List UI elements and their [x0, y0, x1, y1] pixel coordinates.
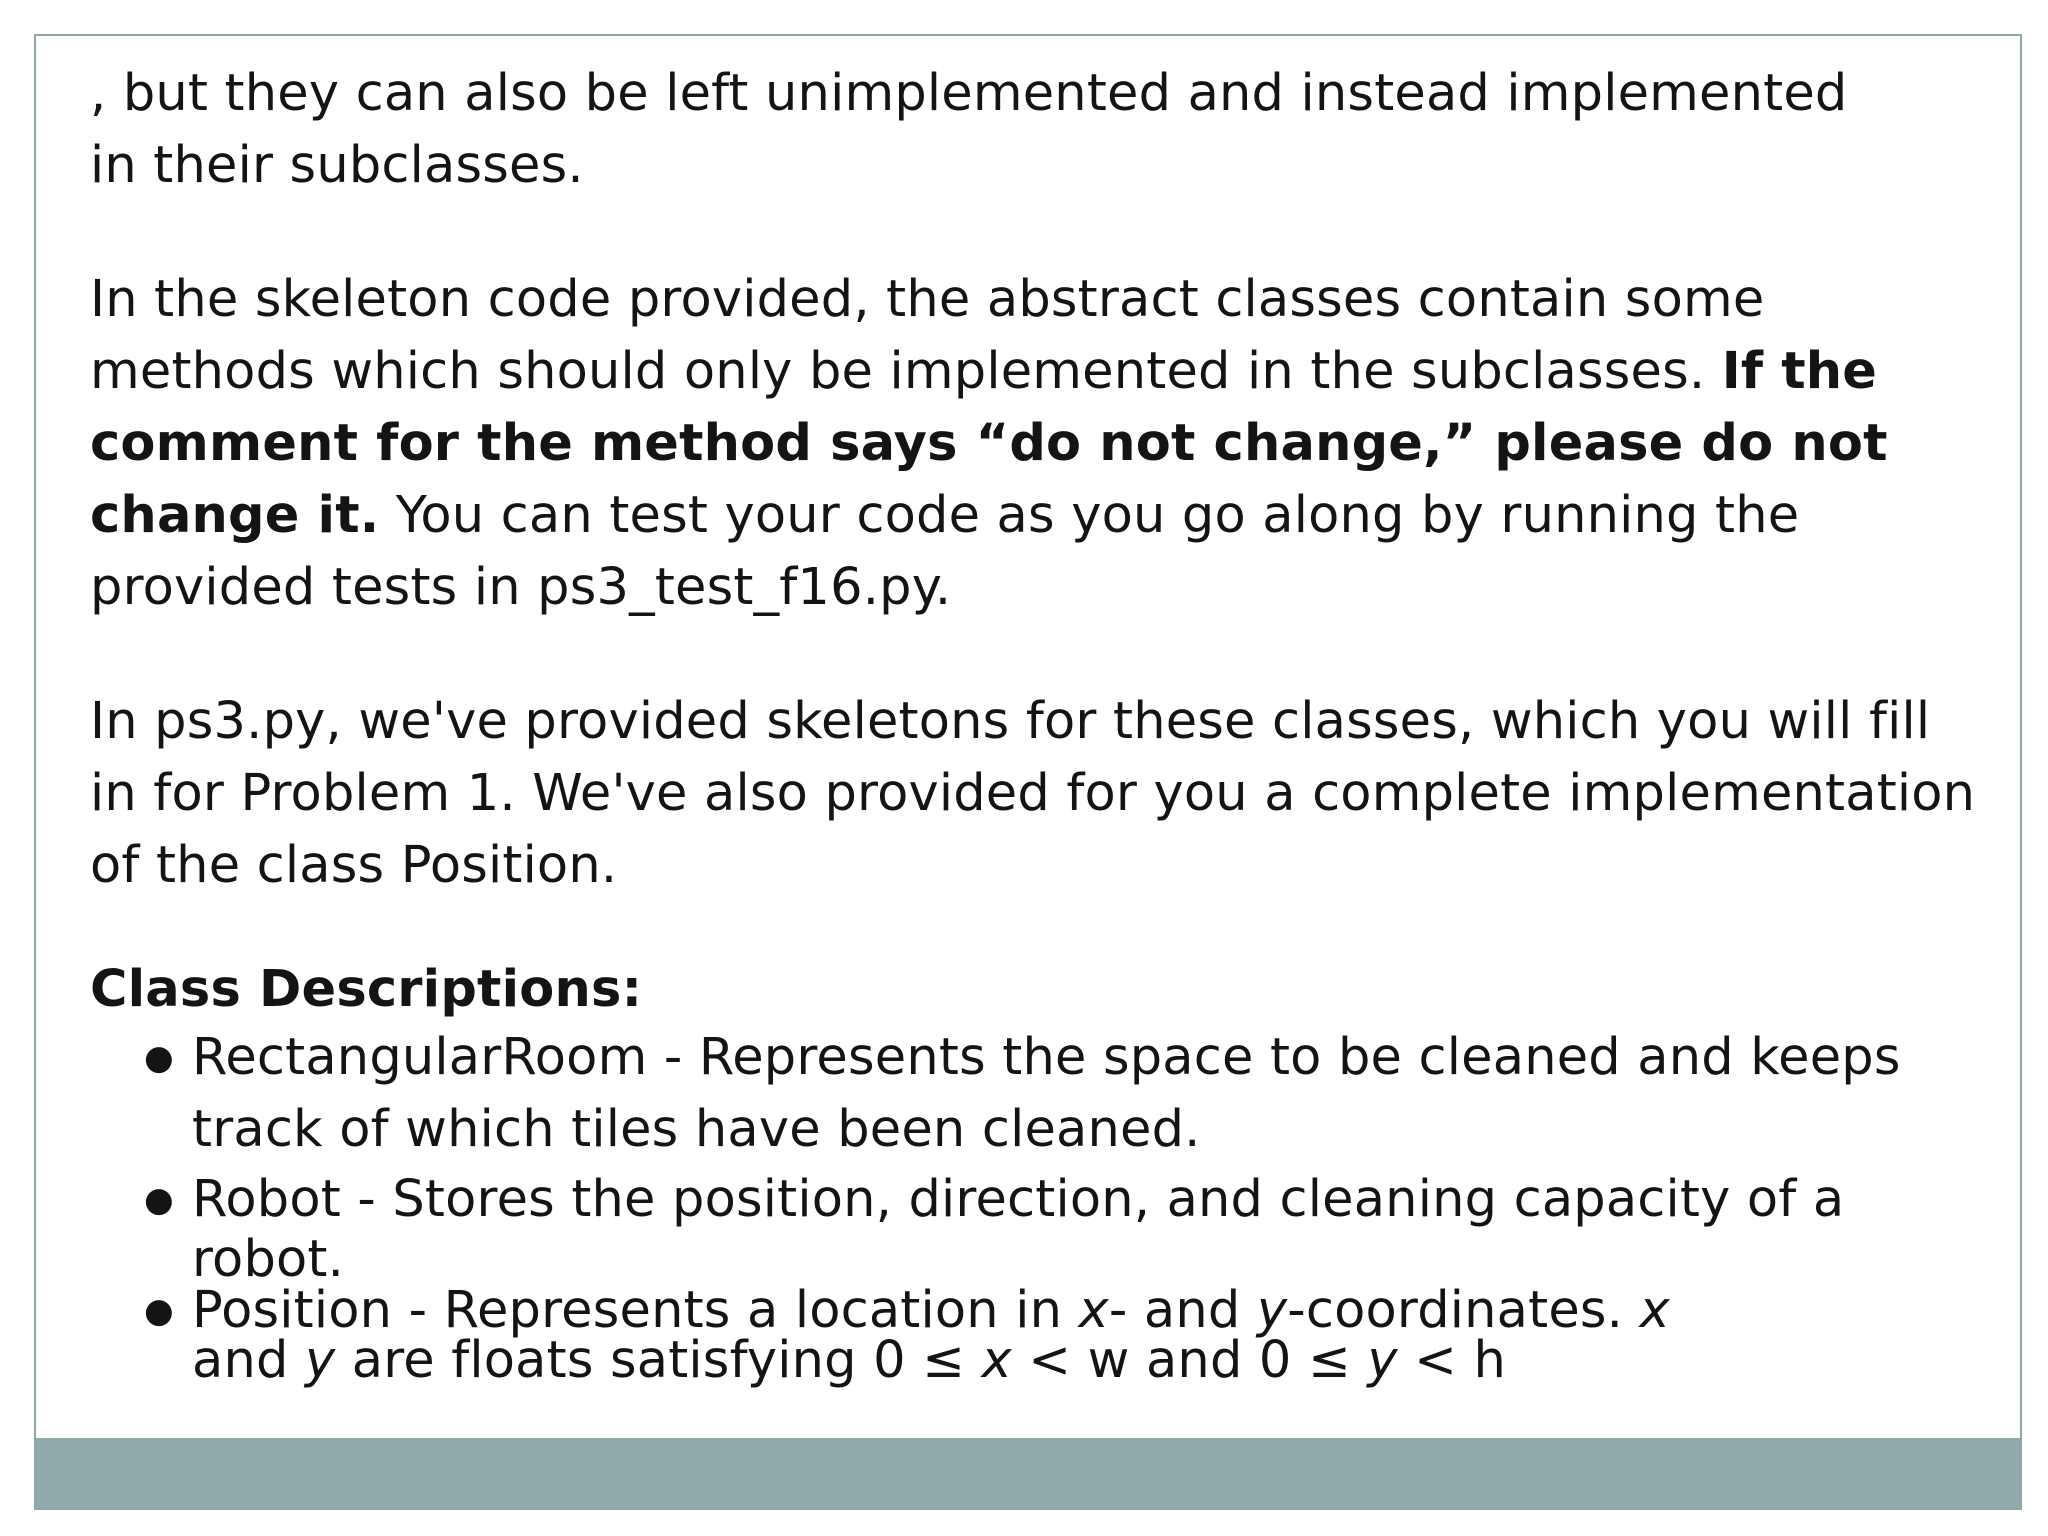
slide-content — [90, 58, 1990, 1390]
text-run: are floats satisfying 0 ≤ — [335, 1331, 982, 1390]
paragraph-line: in their subclasses. — [90, 136, 584, 195]
slide — [34, 34, 2022, 1510]
text-run: Position - Represents a location in — [192, 1281, 1079, 1340]
list-item — [90, 1170, 1990, 1290]
spacer — [90, 202, 1990, 264]
paragraph-line: , but they can also be left unimplemented and instead implemented — [90, 64, 1848, 123]
spacer — [90, 902, 1990, 958]
bullet-icon: ● — [144, 1038, 174, 1078]
list-item — [90, 1022, 1990, 1166]
list-item — [90, 1281, 1990, 1390]
list-item-text: Robot - Stores the position, direction, and cleaning capacity of a robot. — [192, 1170, 1845, 1289]
paragraph-text: You can test your code as you go along by running the provided tests in ps3_test_f16.py. — [90, 486, 1800, 617]
section-heading: Class Descriptions: — [90, 960, 643, 1019]
text-run: -coordinates. — [1287, 1281, 1640, 1340]
text-run: < h — [1397, 1331, 1507, 1390]
text-run: - and — [1108, 1281, 1257, 1340]
paragraph-text: In the skeleton code provided, the abstract classes contain some methods which should only be implemented in the subclasses. — [90, 270, 1765, 401]
paragraph-abstract-methods — [90, 58, 1990, 202]
math-variable: y — [1367, 1331, 1398, 1390]
math-variable: x — [1639, 1281, 1670, 1340]
list-item-text: RectangularRoom - Represents the space to be cleaned and keeps track of which tiles have been cleaned. — [192, 1028, 1901, 1159]
class-description-list — [90, 1022, 1990, 1390]
bold-warning: If the comment for the method says “do not change,” please do not change it. — [90, 342, 1888, 545]
spacer — [90, 624, 1990, 686]
footer-bar — [36, 1438, 2020, 1508]
paragraph-text: In ps3.py, we've provided skeletons for these classes, which you will fill in for Problem 1. We've also provided for you a complete implementation of the class Position. — [90, 692, 1976, 895]
math-variable: y — [304, 1331, 336, 1390]
math-variable: x — [1078, 1281, 1109, 1340]
text-run: < w and 0 ≤ — [1011, 1331, 1368, 1390]
math-variable: y — [1256, 1281, 1288, 1340]
paragraph-skeleton-code — [90, 264, 1990, 624]
list-item-text — [192, 1281, 1670, 1390]
bullet-icon: ● — [144, 1291, 174, 1331]
math-variable: x — [981, 1331, 1012, 1390]
text-run: and — [192, 1331, 305, 1390]
paragraph-skeletons — [90, 686, 1990, 902]
bullet-icon: ● — [144, 1180, 174, 1220]
